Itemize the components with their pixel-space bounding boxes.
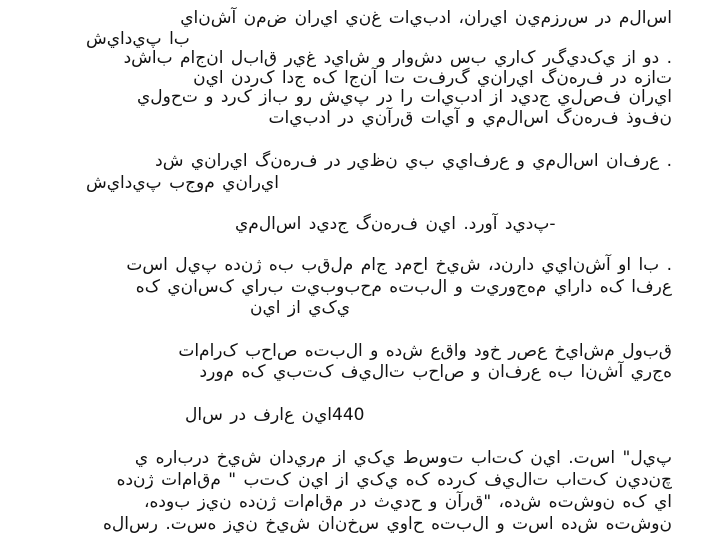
text-line: د‌ش‌ ‌ي‌ن‌ا‌ر‌ي‌ا‌ ‌گ‌ن‌ه‌ر‌ف‌ ‌ر‌د‌ ‌ر‌ي‌ظ‌ن‌ ‌ي‌ب‌ ‌ي‌ي‌ا‌ف‌ر‌ع‌ ‌و‌ ‌ي‌م‌ل‌ا‌س‌ا‌ ‌ن‌ا‌ف‌ر‌ع‌ ‌. — [155, 151, 672, 171]
text-line: ه‌ک‌ ‌ي‌ن‌ا‌س‌ک‌ ‌ي‌ا‌ر‌ب‌ ‌ت‌ي‌ب‌و‌ب‌ح‌م‌ ‌ه‌ت‌ب‌ل‌ا‌ ‌و‌ ‌ت‌ي‌ر‌و‌ج‌ه‌م‌ ‌ي‌ا‌ر‌ا‌د‌ ‌ه‌ک‌ ‌ا‌ف‌ر‌ع — [135, 277, 672, 297]
text-line: د‌ش‌ا‌ب‌ ‌م‌ا‌ج‌ن‌ا‌ ‌ل‌ب‌ا‌ق‌ ‌ر‌ي‌غ‌ ‌د‌ي‌ا‌ش‌ ‌و‌ ‌ر‌ا‌و‌ش‌د‌ ‌س‌ب‌ ‌ي‌ر‌ا‌ک‌ ‌ر‌گ‌ي‌د‌ک‌ي‌ ‌ز‌ا‌ ‌و‌د‌ ‌. — [123, 48, 672, 68]
text-line: ن‌ي‌ا‌ ‌ز‌ا‌ ‌ي‌ک‌ي — [250, 298, 351, 318]
text-line: ه‌د‌ن‌ژ‌ ‌ت‌ا‌م‌ا‌ق‌م‌ ‌"‌ ‌ب‌ت‌ک‌ ‌ن‌ي‌ا‌ ‌ز‌ا‌ ‌ي‌ک‌ي‌ ‌ه‌ک‌ ‌ه‌د‌ر‌ک‌ ‌ف‌ي‌ل‌ا‌ت‌ ‌ب‌ا‌ت‌ک‌ ‌ن‌ي‌د‌ن‌چ — [116, 470, 672, 490]
text-line: د‌ر‌و‌م‌ ‌ه‌ک‌ ‌ي‌ب‌ت‌ک‌ ‌ف‌ي‌ل‌ا‌ت‌ ‌ب‌ح‌ا‌ص‌ ‌و‌ ‌ن‌ا‌ف‌ر‌ع‌ ‌ه‌ب‌ ‌ا‌ن‌ش‌آ‌ ‌ي‌ر‌ج‌ه — [199, 362, 672, 382]
text-line: ش‌ي‌ا‌د‌ي‌پ‌ ‌ب‌ج‌و‌م‌ ‌ي‌ن‌ا‌ر‌ي‌ا — [86, 173, 279, 193]
text-line: ت‌ا‌م‌ا‌ر‌ک‌ ‌ب‌ح‌ا‌ص‌ ‌ه‌ت‌ب‌ل‌ا‌ ‌و‌ ‌ه‌د‌ش‌ ‌ع‌ق‌ا‌و‌ ‌د‌و‌خ‌ ‌ر‌ص‌ع‌ ‌خ‌ي‌ا‌ش‌م‌ ‌ل‌و‌ب‌ق — [178, 341, 672, 361]
text-line: ت‌ا‌ي‌ب‌د‌ا‌ ‌ر‌د‌ ‌ي‌ن‌آ‌ر‌ق‌ ‌ت‌ا‌ي‌آ‌ ‌و‌ ‌ي‌م‌ل‌ا‌س‌ا‌ ‌گ‌ن‌ه‌ر‌ف‌ ‌ذ‌و‌ف‌ن — [268, 108, 672, 128]
text-line: ي‌ل‌و‌ح‌ت‌ ‌و‌ ‌د‌ر‌ک‌ ‌ز‌ا‌ب‌ ‌و‌ر‌ ‌ش‌ي‌پ‌ ‌ر‌د‌ ‌ا‌ر‌ ‌ت‌ا‌ي‌ب‌د‌ا‌ ‌ز‌ا‌ ‌د‌ي‌د‌ج‌ ‌ي‌ل‌ص‌ف‌ ‌ن‌ا‌ر‌ي‌ا — [137, 87, 672, 107]
text-line: ي‌ ‌ه‌ر‌ا‌ب‌ر‌د‌ ‌خ‌ي‌ش‌ ‌ن‌ا‌د‌ي‌ر‌م‌ ‌ز‌ا‌ ‌ي‌ک‌ي‌ ‌ط‌س‌و‌ت‌ ‌ب‌ا‌ت‌ک‌ ‌ن‌ي‌ا‌ ‌.‌ت‌س‌ا‌ ‌"‌ل‌ي‌پ — [134, 448, 672, 468]
text-line: ي‌ا‌ن‌ش‌آ‌ ‌ن‌م‌ض‌ ‌ن‌ا‌ر‌ي‌ا‌ ‌ي‌ن‌غ‌ ‌ت‌ا‌ي‌ب‌د‌ا‌ ‌،‌ن‌ا‌ر‌ي‌ا‌ ‌ن‌ي‌م‌ز‌ر‌س‌ ‌ر‌د‌ ‌م‌ل‌ا‌س‌ا — [180, 8, 672, 28]
text-line: ،‌ه‌د‌و‌ب‌ ‌ز‌ي‌ن‌ ‌ه‌د‌ن‌ژ‌ ‌ت‌ا‌م‌ا‌ق‌م‌ ‌ر‌د‌ ‌ث‌ي‌د‌ح‌ ‌و‌ ‌ن‌آ‌ر‌ق‌"‌ ‌،‌ه‌د‌ش‌ ‌ه‌ت‌ش‌و‌ن‌ ‌ه‌ک‌ ‌ي‌ا — [144, 492, 672, 512]
text-line: ل‌ا‌س‌ ‌ر‌د‌ ‌ف‌ر‌ا‌ع‌ ‌ن‌ي‌ا‌4‌4‌0 — [185, 405, 365, 425]
text-line: ه‌ل‌ا‌س‌ر‌ ‌.‌ت‌س‌ه‌ ‌ز‌ي‌ن‌ ‌خ‌ي‌ش‌ ‌ن‌ا‌ن‌خ‌س‌ ‌ي‌و‌ا‌ح‌ ‌ه‌ت‌ب‌ل‌ا‌ ‌و‌ ‌ت‌س‌ا‌ ‌ه‌د‌ش‌ ‌ه‌ت‌ش‌و‌ن — [103, 514, 672, 534]
text-line: ت‌س‌ا‌ ‌ل‌ي‌پ‌ ‌ه‌د‌ن‌ژ‌ ‌ه‌ب‌ ‌ب‌ق‌ل‌م‌ ‌م‌ا‌ج‌ ‌د‌م‌ح‌ا‌ ‌خ‌ي‌ش‌ ‌،‌د‌ن‌ر‌ا‌د‌ ‌ي‌ي‌ا‌ن‌ش‌آ‌ ‌و‌ا‌ ‌ا‌ب‌ ‌. — [126, 255, 672, 275]
text-line: ش‌ي‌ا‌د‌ي‌پ‌ ‌ا‌ب — [86, 29, 190, 49]
text-line: ي‌م‌ل‌ا‌س‌ا‌ ‌د‌ي‌د‌ج‌ ‌گ‌ن‌ه‌ر‌ف‌ ‌ن‌ي‌ا‌ ‌.‌د‌ر‌و‌آ‌ ‌د‌ي‌د‌پ‌- — [235, 214, 556, 234]
text-line: ن‌ي‌ا‌ ‌ن‌د‌ر‌ک‌ ‌ا‌د‌ج‌ ‌ه‌ک‌ ‌ا‌ج‌ن‌آ‌ ‌ا‌ت‌ ‌ت‌ف‌ر‌گ‌ ‌ي‌ن‌ا‌ر‌ي‌ا‌ ‌گ‌ن‌ه‌ر‌ف‌ ‌ر‌د‌ ‌ه‌ز‌ا‌ت — [193, 68, 672, 88]
